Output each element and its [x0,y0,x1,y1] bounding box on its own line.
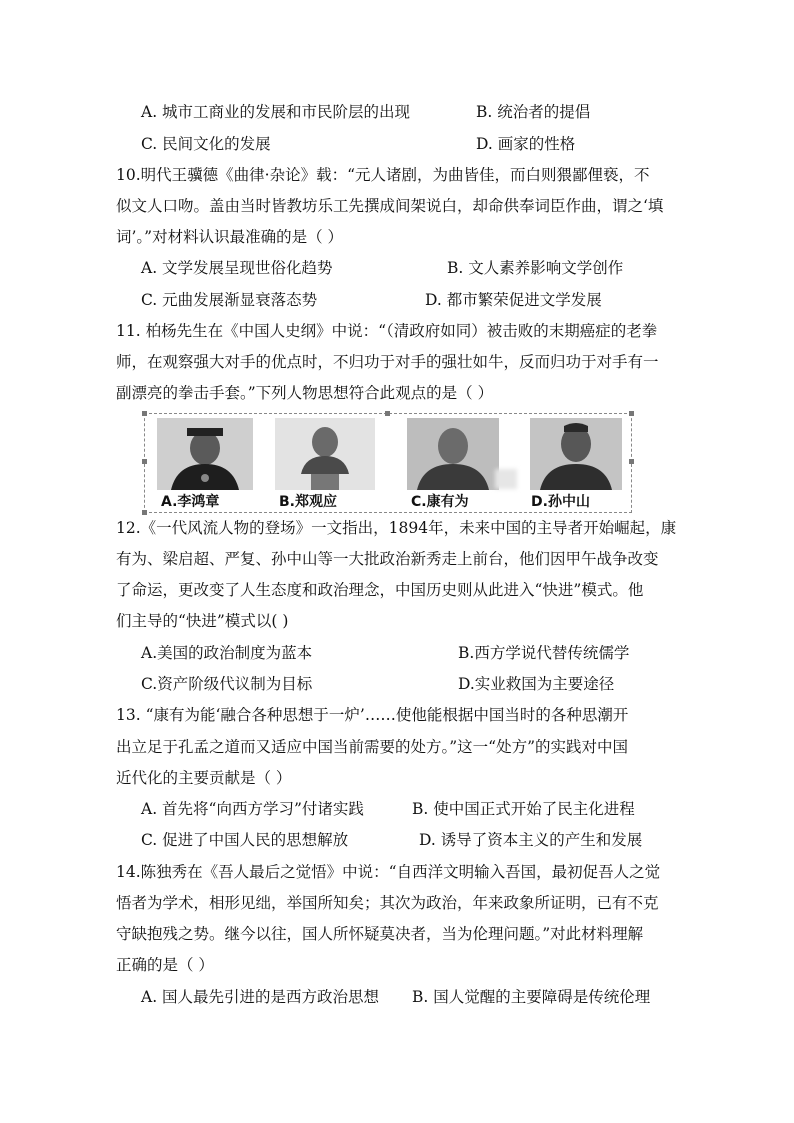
q10-stem-line2: 似文人口吻。盖由当时皆教坊乐工先撰成间架说白，却命供奉词臣作曲，谓之‘填 [116,197,664,215]
q10-stem-line3: 词’。”对材料认识最准确的是（ ） [116,228,344,246]
q12-option-c: C.资产阶级代议制为目标 [141,675,313,693]
resize-handle[interactable] [385,411,390,416]
q9-option-d: D. 画家的性格 [476,135,576,153]
q11-stem-line3: 副漂亮的拳击手套。”下列人物思想符合此观点的是（ ） [116,384,494,402]
resize-handle[interactable] [142,510,147,515]
caption-b: B.郑观应 [279,494,337,510]
q14-stem-line1: 14.陈独秀在《吾人最后之觉悟》中说：“自西洋文明输入吾国，最初促吾人之觉 [116,863,661,881]
q12-option-b: B.西方学说代替传统儒学 [458,644,630,662]
q13-option-d: D. 诱导了资本主义的产生和发展 [419,831,643,849]
q12-stem-line2: 有为、梁启超、严复、孙中山等一大批政治新秀走上前台，他们因甲午战争改变 [116,550,659,568]
portrait-sun-zhongshan [530,418,622,490]
image-artifact [495,469,517,489]
q10-option-c: C. 元曲发展渐显衰落态势 [141,291,318,309]
q10-option-d: D. 都市繁荣促进文学发展 [425,291,602,309]
caption-a: A.李鸿章 [161,494,220,510]
q9-option-a: A. 城市工商业的发展和市民阶层的出现 [141,103,411,121]
q10-stem-line1: 10.明代王骥德《曲律·杂论》载：“元人诸剧，为曲皆佳，而白则猥鄙俚亵，不 [116,166,650,184]
q9-option-b: B. 统治者的提倡 [476,103,591,121]
q11-portrait-strip [144,413,632,513]
q10-option-a: A. 文学发展呈现世俗化趋势 [141,259,333,277]
q13-option-b: B. 使中国正式开始了民主化进程 [412,800,635,818]
q12-stem-line1: 12.《一代风流人物的登场》一文指出，1894年，未来中国的主导者开始崛起，康 [116,519,677,537]
resize-handle[interactable] [142,411,147,416]
portrait-zheng-guanying [275,418,375,490]
q13-option-a: A. 首先将“向西方学习”付诸实践 [141,800,364,818]
q13-stem-line1: 13. “康有为能‘融合各种思想于一炉’……使他能根据中国当时的各种思潮开 [116,706,629,724]
resize-handle[interactable] [629,411,634,416]
q14-stem-line4: 正确的是（ ） [116,956,214,974]
caption-c: C.康有为 [411,494,469,510]
resize-handle[interactable] [629,459,634,464]
portrait-li-hongzhang [157,418,253,490]
caption-d: D.孙中山 [531,494,590,510]
q9-option-c: C. 民间文化的发展 [141,135,271,153]
q11-stem-line2: 师，在观察强大对手的优点时，不归功于对手的强壮如牛，反而归功于对手有一 [116,353,659,371]
resize-handle[interactable] [142,459,147,464]
q14-option-a: A. 国人最先引进的是西方政治思想 [141,988,380,1006]
q14-stem-line2: 悟者为学术，相形见绌，举国所知矣；其次为政治，年来政象所证明，已有不克 [116,894,659,912]
q13-option-c: C. 促进了中国人民的思想解放 [141,831,349,849]
q13-stem-line2: 出立足于孔孟之道而又适应中国当前需要的处方。”这一“处方”的实践对中国 [116,738,629,756]
q14-option-b: B. 国人觉醒的主要障碍是传统伦理 [412,988,651,1006]
q13-stem-line3: 近代化的主要贡献是（ ） [116,769,292,787]
q12-stem-line3: 了命运，更改变了人生态度和政治理念，中国历史则从此进入“快进”模式。他 [116,581,644,599]
portrait-kang-youwei [407,418,499,490]
q11-stem-line1: 11. 柏杨先生在《中国人史纲》中说：“（清政府如同）被击败的末期癌症的老拳 [116,322,658,340]
q10-option-b: B. 文人素养影响文学创作 [447,259,624,277]
q14-stem-line3: 守缺抱残之势。继今以往，国人所怀疑莫决者，当为伦理问题。”对此材料理解 [116,925,644,943]
q12-option-d: D.实业救国为主要途径 [458,675,615,693]
q12-stem-line4: 们主导的“快进”模式以( ) [116,612,289,630]
q12-option-a: A.美国的政治制度为蓝本 [141,644,313,662]
